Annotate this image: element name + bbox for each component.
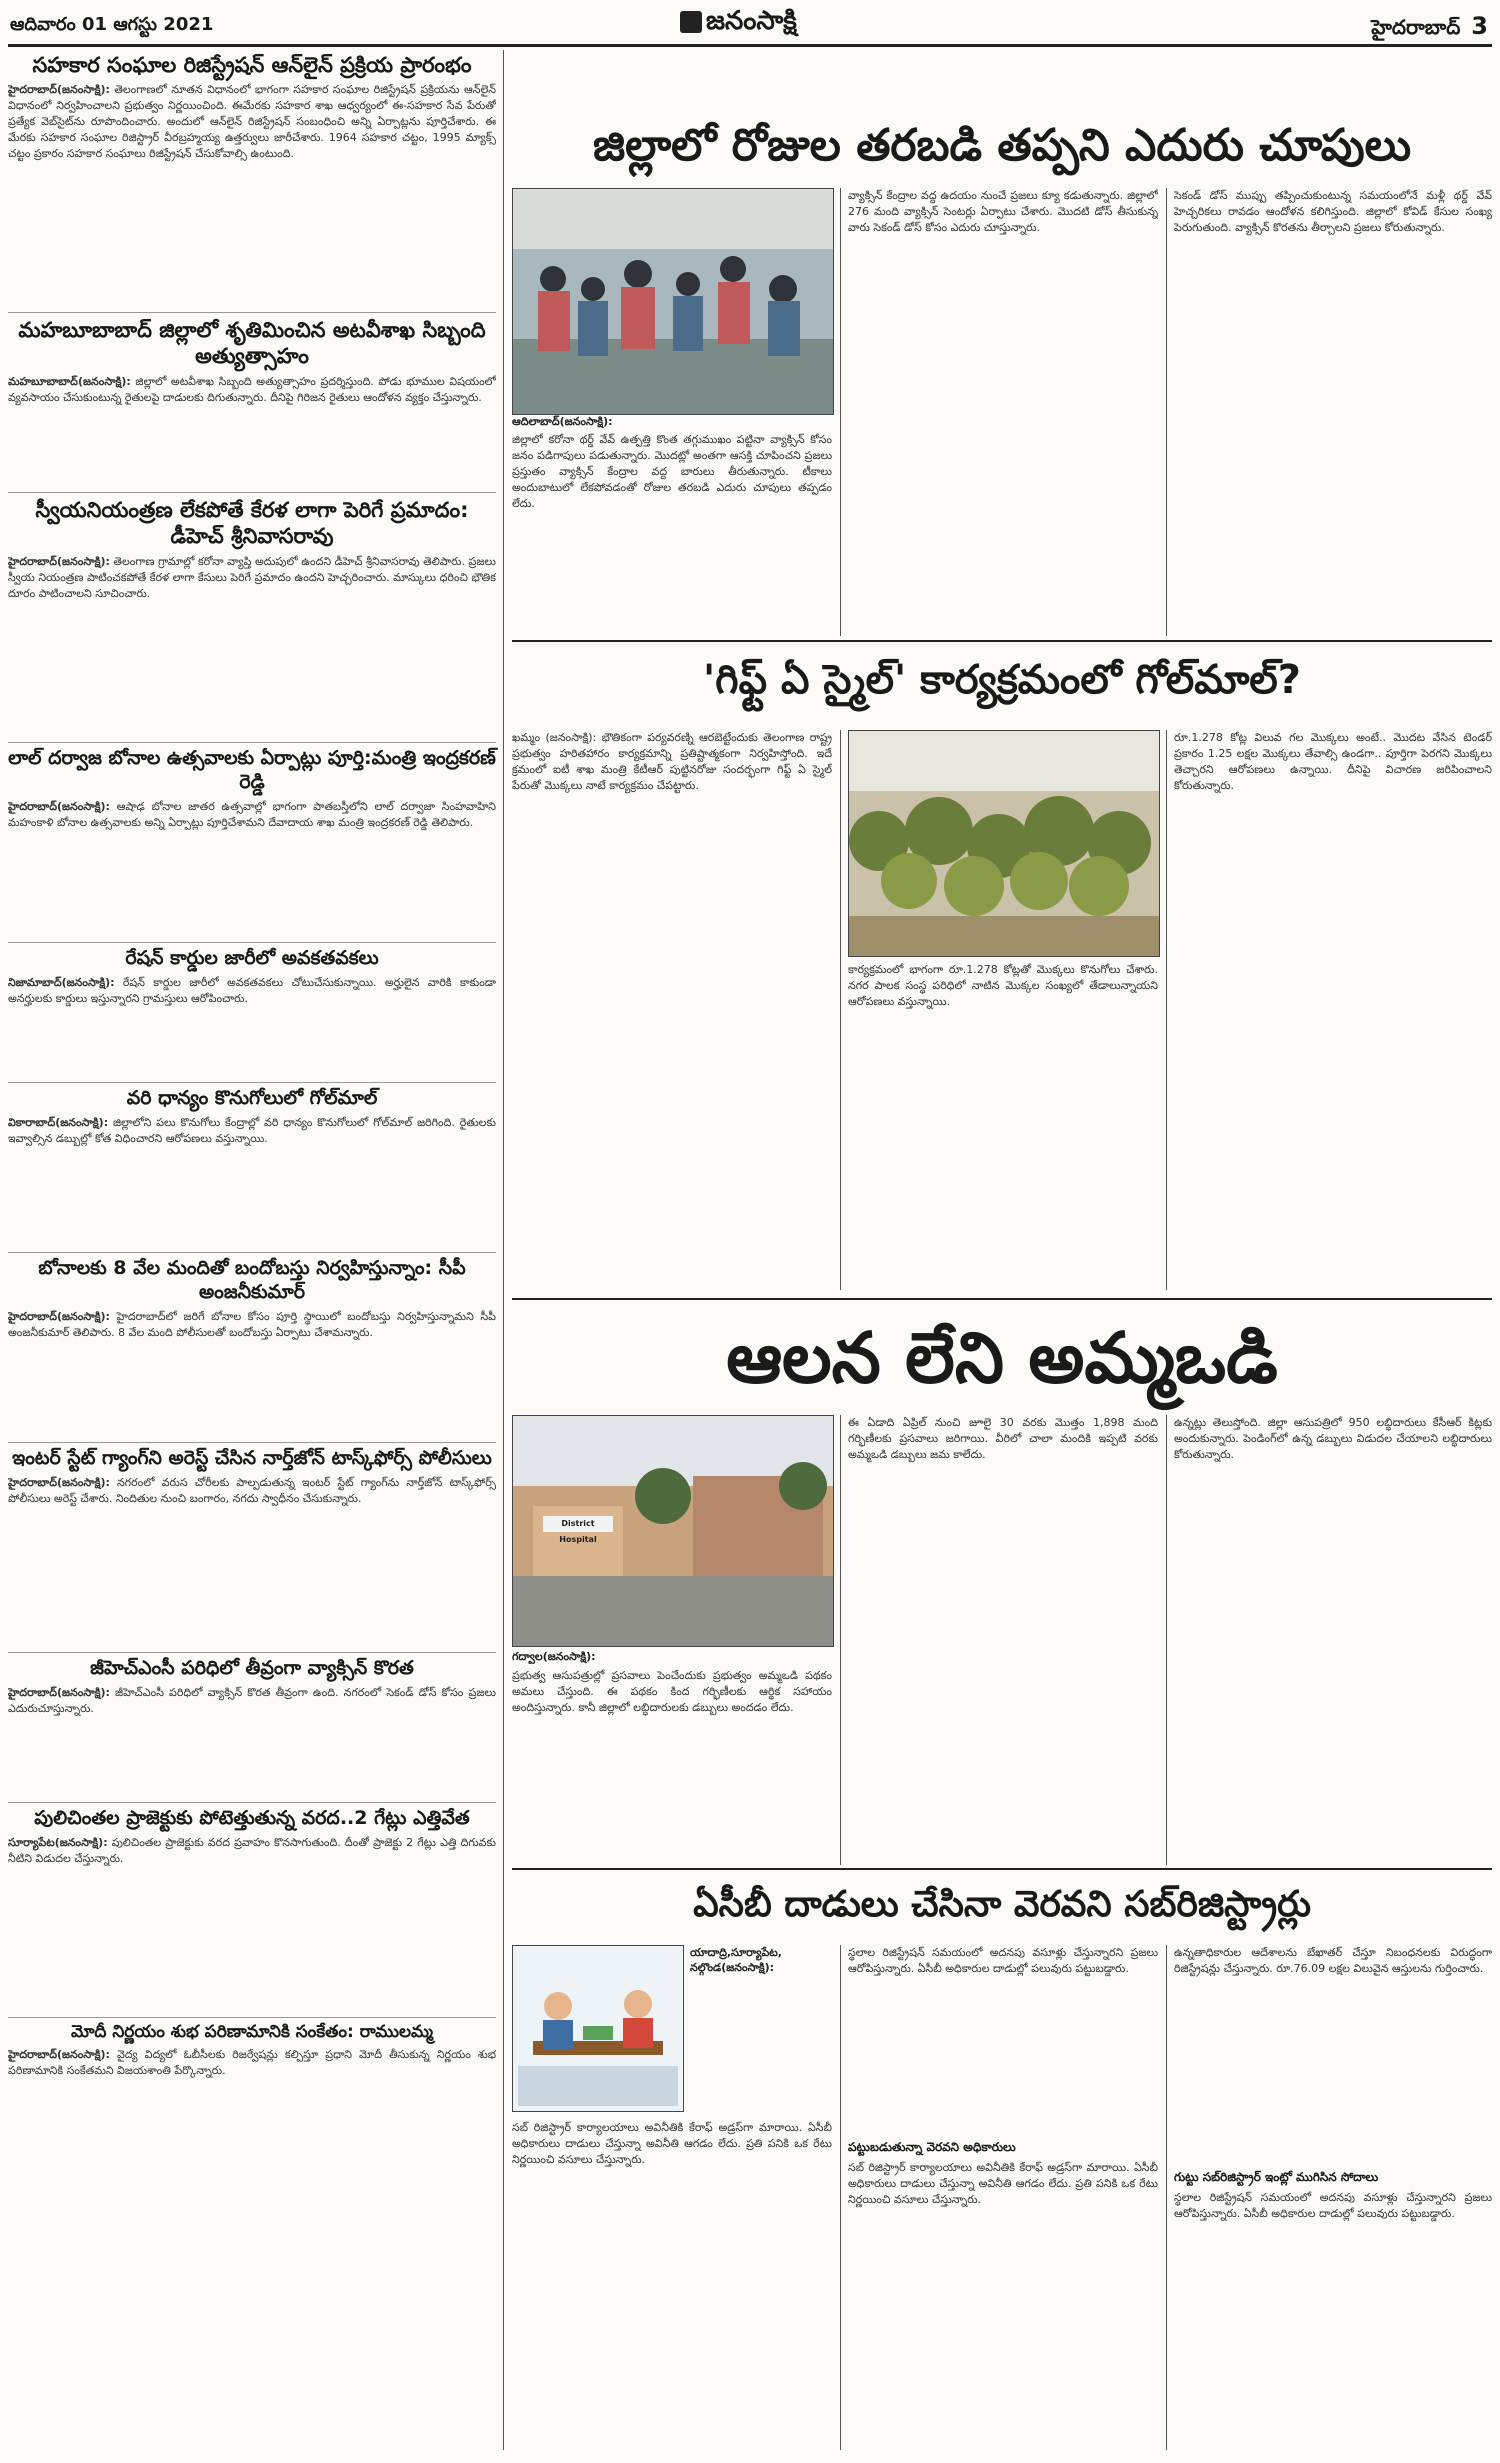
story-text: వైద్య విద్యలో ఓబీసీలకు రిజర్వేషన్లు కల్పిస్తూ ప్రధాని మోదీ తీసుకున్న నిర్ణయం శుభ పరిణామానికి సంకేతమని విజయశాంతి పేర్కొన్నారు. bbox=[8, 2048, 496, 2078]
story-text: ఆషాఢ బోనాల జాతర ఉత్సవాల్లో భాగంగా పాతబస్తీలోని లాల్ దర్వాజా సింహవాహిని మహంకాళి బోనాల ఉత్సవాలకు అన్ని ఏర్పాట్లు పూర్తిచేశామని దేవాదాయ శాఖ మంత్రి ఇంద్రకరణ్ రెడ్డి తెలిపారు. bbox=[8, 799, 496, 829]
story2-headline: 'గిఫ్ట్ ఏ స్మైల్' కార్యక్రమంలో గోల్‌మాల్? bbox=[703, 657, 1301, 703]
story-text: నగరంలో వరుస చోరీలకు పాల్పడుతున్న ఇంటర్ స్టేట్ గ్యాంగ్‌ను నార్త్‌జోన్ టాస్క్‌ఫోర్స్ పోలీసులు అరెస్ట్ చేశారు. నిందితుల నుంచి బంగారం, నగదు స్వాధీనం చేసుకున్నారు. bbox=[8, 1475, 496, 1505]
page-number: 3 bbox=[1471, 12, 1488, 40]
left-story-4 bbox=[8, 742, 496, 924]
left-story-7 bbox=[8, 1252, 496, 1421]
story4-col3b: స్థలాల రిజిస్ట్రేషన్ సమయంలో అదనపు వసూళ్లు చేస్తున్నారని ప్రజలు ఆరోపిస్తున్నారు. ఏసీబీ అధికారుల దాడుల్లో పలువురు పట్టుబడ్డారు. bbox=[1174, 2191, 1492, 2220]
left-story-3 bbox=[8, 492, 496, 714]
dateline: మహబూబాబాద్(జనంసాక్షి): bbox=[8, 374, 131, 388]
left-headline-11: మోదీ నిర్ణయం శుభ పరిణామానికి సంకేతం: రాములమ్మ bbox=[70, 2022, 434, 2042]
left-column bbox=[8, 52, 496, 2452]
left-headline-1: సహకార సంఘాల రిజిస్ట్రేషన్ ఆన్‌లైన్ ప్రక్రియ ప్రారంభం bbox=[32, 53, 472, 77]
logo-icon bbox=[680, 11, 702, 33]
header-city bbox=[1371, 12, 1488, 44]
story1-headline: జిల్లాలో రోజుల తరబడి తప్పని ఎదురు చూపులు bbox=[592, 120, 1412, 171]
left-headline-8: ఇంటర్ స్టేట్ గ్యాంగ్‌ని అరెస్ట్ చేసిన నార్త్‌జోన్ టాస్క్‌ఫోర్స్ పోలీసులు bbox=[12, 1447, 492, 1469]
story-text: జిల్లాలో అటవీశాఖ సిబ్బంది అత్యుత్సాహం ప్రదర్శిస్తుంది. పోడు భూముల విషయంలో వ్యవసాయం చేసుకుంటున్న రైతులపై దాడులకు దిగుతున్నారు. దీనిపై గిరిజన రైతులు ఆందోళన వ్యక్తం చేస్తున్నారు. bbox=[8, 374, 496, 404]
story3-col1: ప్రభుత్వ ఆసుపత్రుల్లో ప్రసవాలు పెంచేందుకు ప్రభుత్వం అమ్మఒడి పథకం అమలు చేస్తుంది. ఈ పథకం కింద గర్భిణీలకు ఆర్థిక సహాయం అందిస్తున్నారు. కానీ జిల్లాలో లబ్ధిదారులకు డబ్బులు అందడం లేదు. bbox=[512, 1669, 832, 1714]
story4-subhead-2: గుట్టు సబ్‌రిజిస్ట్రార్ ఇంట్లో ముగిసిన సోదాలు bbox=[1174, 2170, 1379, 2184]
dateline: హైదరాబాద్(జనంసాక్షి): bbox=[8, 554, 110, 568]
city-label: హైదరాబాద్ bbox=[1371, 15, 1461, 39]
story3-divider-1 bbox=[840, 1415, 841, 1865]
left-headline-9: జీహెచ్ఎంసీ పరిధిలో తీవ్రంగా వ్యాక్సిన్ కొరత bbox=[90, 1657, 414, 1679]
story4-col2b: సబ్ రిజిస్ట్రార్ కార్యాలయాలు అవినీతికి కేరాఫ్ అడ్రస్‌గా మారాయి. ఏసీబీ అధికారులు దాడులు చేస్తున్నా అవినీతి ఆగడం లేదు. ప్రతి పనికి ఒక రేటు నిర్ణయించి వసూలు చేస్తున్నారు. bbox=[848, 2161, 1158, 2206]
dateline: హైదరాబాద్(జనంసాక్షి): bbox=[8, 83, 110, 97]
left-headline-2: మహబూబాబాద్ జిల్లాలో శృతిమించిన అటవీశాఖ సిబ్బంది అత్యుత్సాహం bbox=[18, 318, 486, 369]
story1-col1: జిల్లాలో కరోనా థర్డ్‌ వేవ్‌ ఉత్పత్తి కొంత తగ్గుముఖం పట్టినా వ్యాక్సిన్ కోసం జనం పడిగాపులు పడుతున్నారు. మొదట్లో అంతగా ఆసక్తి చూపించని ప్రజలు ప్రస్తుతం వ్యాక్సిన్ కేంద్రాల వద్ద బారులు తీరుతున్నారు. టీకాలు అందుబాటులో లేకపోవడంతో రోజుల తరబడి ఎదురు చూపులు తప్పడం లేదు. bbox=[512, 433, 832, 510]
story2-col1: ఖమ్మం (జనంసాక్షి): భౌతికంగా పర్యవరణ్ని ఆరబెట్టేందుకు తెలంగాణ రాష్ట్ర ప్రభుత్వం హరితహారం కార్యక్రమాన్ని ప్రతిష్టాత్మకంగా నిర్వహిస్తోంది. ఇదే క్రమంలో ఐటీ శాఖ మంత్రి కేటీఆర్ పుట్టినరోజు సందర్భంగా గిఫ్ట్ ఏ స్మైల్ పేరుతో మొక్కలు నాటే కార్యక్రమం చేపట్టారు. bbox=[512, 731, 832, 792]
story4-col1: సబ్ రిజిస్ట్రార్ కార్యాలయాలు అవినీతికి కేరాఫ్ అడ్రస్‌గా మారాయి. ఏసీబీ అధికారులు దాడులు చేస్తున్నా అవినీతి ఆగడం లేదు. ప్రతి పనికి ఒక రేటు నిర్ణయించి వసూలు చేస్తున్నారు. bbox=[512, 2121, 832, 2166]
newspaper-logo bbox=[680, 6, 797, 42]
header-rule bbox=[8, 44, 1492, 47]
story4-headline: ఏసీబీ దాడులు చేసినా వెరవని సబ్‌రిజిస్ట్రార్లు bbox=[693, 1884, 1311, 1925]
story3-bottom-rule bbox=[512, 1868, 1492, 1870]
left-story-11 bbox=[8, 2017, 496, 2377]
dateline: వికారాబాద్(జనంసాక్షి): bbox=[8, 1115, 109, 1129]
left-headline-4: లాల్ దర్వాజ బోనాల ఉత్సవాలకు ఏర్పాట్లు పూర్తి:మంత్రి ఇంద్రకరణ్ రెడ్డి bbox=[8, 747, 496, 793]
story2-photo bbox=[848, 730, 1160, 957]
story4-subhead: పట్టుబడుతున్నా వెరవని అధికారులు bbox=[848, 2140, 1016, 2154]
story1-divider-2 bbox=[1166, 188, 1167, 636]
story-text: హైదరాబాద్‌లో జరిగే బోనాల కోసం పూర్తి స్థాయిలో బందోబస్తు నిర్వహిస్తున్నామని సీపీ అంజనీకుమార్ తెలిపారు. 8 వేల మంది పోలీసులతో బందోబస్తు ఏర్పాటు చేశామన్నారు. bbox=[8, 1309, 496, 1339]
left-column-divider bbox=[503, 50, 504, 2450]
left-story-2 bbox=[8, 312, 496, 484]
story4-divider-1 bbox=[840, 1945, 841, 2450]
story-text: తెలంగాణ గ్రామాల్లో కరోనా వ్యాప్తి అదుపులో ఉందని డీహెచ్ శ్రీనివాసరావు తెలిపారు. ప్రజలు స్వీయ నియంత్రణ పాటించకపోతే కేరళ లాగా కేసులు పెరిగే ప్రమాదం ఉందని హెచ్చరించారు. మాస్కులు ధరించి భౌతిక దూరం పాటించాలని సూచించారు. bbox=[8, 554, 496, 600]
story-text: పులిచింతల ప్రాజెక్టుకు వరద ప్రవాహం కొనసాగుతుంది. దీంతో ప్రాజెక్టు 2 గేట్లు ఎత్తి దిగువకు నీటిని విడుదల చేస్తున్నారు. bbox=[8, 1835, 496, 1865]
left-story-10 bbox=[8, 1802, 496, 1975]
story1-divider-1 bbox=[840, 188, 841, 636]
dateline: సూర్యాపేట(జనంసాక్షి): bbox=[8, 1835, 108, 1849]
story-text: రేషన్ కార్డుల జారీలో అవకతవకలు చోటుచేసుకున్నాయి. అర్హులైన వారికి కాకుండా అనర్హులకు కార్డులు ఇస్తున్నారని గ్రామస్తులు ఆరోపించారు. bbox=[8, 975, 496, 1005]
story3-photo bbox=[512, 1415, 834, 1647]
story2-divider-2 bbox=[1166, 730, 1167, 1290]
left-story-6 bbox=[8, 1082, 496, 1240]
story4-illustration bbox=[512, 1945, 684, 2112]
dateline: హైదరాబాద్(జనంసాక్షి): bbox=[8, 1309, 110, 1323]
dateline: హైదరాబాద్(జనంసాక్షి): bbox=[8, 1475, 110, 1489]
story2-col2: కార్యక్రమంలో భాగంగా రూ.1.278 కోట్లతో మొక్కలు కొనుగోలు చేశారు. నగర పాలక సంస్థ పరిధిలో నాటిన మొక్కల సంఖ్యలో తేడాలున్నాయని ఆరోపణలు వస్తున్నాయి. bbox=[848, 963, 1158, 1008]
left-story-9 bbox=[8, 1652, 496, 1795]
story4-col3: ఉన్నతాధికారుల ఆదేశాలను బేఖాతర్ చేస్తూ నిబంధనలకు విరుద్ధంగా రిజిస్ట్రేషన్లు చేస్తున్నారు. రూ.76.09 లక్షల విలువైన ఆస్తులను గుర్తించారు. bbox=[1174, 1946, 1492, 1975]
story1-photo bbox=[512, 188, 834, 415]
dateline: హైదరాబాద్(జనంసాక్షి): bbox=[8, 799, 110, 813]
story-text: జిల్లాలోని పలు కొనుగోలు కేంద్రాల్లో వరి ధాన్యం కొనుగోలులో గోల్‌మాల్ జరిగింది. రైతులకు ఇవ్వాల్సిన డబ్బుల్లో కోత విధించారని ఆరోపణలు వస్తున్నాయి. bbox=[8, 1115, 496, 1145]
left-headline-7: బోనాలకు 8 వేల మందితో బందోబస్తు నిర్వహిస్తున్నాం: సీపీ అంజనీకుమార్ bbox=[38, 1257, 466, 1303]
dateline: హైదరాబాద్(జనంసాక్షి): bbox=[8, 2048, 110, 2062]
left-headline-10: పులిచింతల ప్రాజెక్టుకు పోటెత్తుతున్న వరద..2 గేట్లు ఎత్తివేత bbox=[34, 1807, 470, 1829]
story3-caption: గద్వాల(జనంసాక్షి): bbox=[512, 1650, 596, 1663]
story3-col2: ఈ ఏడాది ఏప్రిల్ నుంచి జూలై 30 వరకు మొత్తం 1,898 మంది గర్భిణీలకు ప్రసవాలు జరిగాయి. వీరిలో చాలా మందికి ఇప్పటి వరకు అమ్మఒడి డబ్బులు జమ కాలేదు. bbox=[848, 1416, 1158, 1461]
story2-bottom-rule bbox=[512, 1298, 1492, 1300]
story4-divider-2 bbox=[1166, 1945, 1167, 2450]
hospital-sign: District Hospital bbox=[559, 1519, 597, 1544]
story2-divider-1 bbox=[840, 730, 841, 1290]
story-text: జీహెచ్ఎంసీ పరిధిలో వ్యాక్సిన్ కొరత తీవ్రంగా ఉంది. నగరంలో సెకండ్ డోస్ కోసం ప్రజలు ఎదురుచూస్తున్నారు. bbox=[8, 1685, 496, 1715]
left-story-5 bbox=[8, 942, 496, 1071]
dateline: హైదరాబాద్(జనంసాక్షి): bbox=[8, 1685, 110, 1699]
header-date: ఆదివారం 01 ఆగస్టు 2021 bbox=[10, 14, 214, 35]
left-headline-6: వరి ధాన్యం కొనుగోలులో గోల్‌మాల్ bbox=[126, 1087, 378, 1109]
left-story-8 bbox=[8, 1442, 496, 1603]
story1-bottom-rule bbox=[512, 640, 1492, 642]
left-headline-3: స్వీయనియంత్రణ లేకపోతే కేరళ లాగా పెరిగే ప్రమాదం: డీహెచ్ శ్రీనివాసరావు bbox=[35, 498, 469, 549]
dateline: నిజామాబాద్(జనంసాక్షి): bbox=[8, 975, 115, 989]
story3-headline: ఆలన లేని అమ్మఒడి bbox=[726, 1317, 1278, 1399]
left-story-1 bbox=[8, 52, 496, 264]
story3-divider-2 bbox=[1166, 1415, 1167, 1865]
story4-col2: స్థలాల రిజిస్ట్రేషన్ సమయంలో అదనపు వసూళ్లు చేస్తున్నారని ప్రజలు ఆరోపిస్తున్నారు. ఏసీబీ అధికారుల దాడుల్లో పలువురు పట్టుబడ్డారు. bbox=[848, 1946, 1158, 1975]
left-headline-5: రేషన్ కార్డుల జారీలో అవకతవకలు bbox=[125, 947, 379, 969]
story-text: తెలంగాణలో నూతన విధానంలో భాగంగా సహకార సంఘాల రిజిస్ట్రేషన్ ప్రక్రియను ఆన్‌లైన్ విధానంలో నిర్వహించాలని ప్రభుత్వం నిర్ణయించింది. ఈమేరకు సహకార శాఖ ఆధ్వర్యంలో ఈ-సహకార సేవ పేరుతో ప్రత్యేక వెబ్‌సైట్‌ను రూపొందించారు. అందులో ఆన్‌లైన్ రిజిస్ట్రేషన్ సంబంధించి అన్ని ఏర్పాట్లను పూర్తిచేశారు. ఈ మేరకు సహకార సంఘాల రిజిస్ట్రార్ వీరబ్రహ్మయ్య ఉత్తర్వులు జారీచేశారు. 1964 సహకార చట్టం, 1995 మ్యాక్స్ చట్టం ప్రకారం సహకార సంఘాలు రిజిస్ట్రేషన్ చేసుకోవాల్సి ఉంటుంది. bbox=[8, 83, 496, 161]
story1-col3: సెకండ్ డోస్ ముప్పు తప్పించుకుంటున్న సమయంలోనే మళ్లీ థర్డ్ వేవ్ హెచ్చరికలు రావడం ఆందోళన కలిగిస్తుంది. జిల్లాలో కోవిడ్ కేసుల సంఖ్య పెరుగుతుంది. వ్యాక్సిన్ కొరతను తీర్చాలని ప్రజలు కోరుతున్నారు. bbox=[1174, 189, 1492, 234]
logo-text: జనంసాక్షి bbox=[706, 6, 797, 36]
story1-col2: వ్యాక్సిన్ కేంద్రాల వద్ద ఉదయం నుంచే ప్రజలు క్యూ కడుతున్నారు. జిల్లాలో 276 మంది వ్యాక్సిన్ సెంటర్లు ఏర్పాటు చేశారు. మొదటి డోస్ తీసుకున్న వారు సెకండ్ డోస్ కోసం ఎదురు చూస్తున్నారు. bbox=[848, 189, 1158, 234]
story4-dateline: యాదాద్రి,సూర్యాపేట, నల్గొండ(జనంసాక్షి): bbox=[690, 1946, 782, 1974]
story3-col3: ఉన్నట్లు తెలుస్తోంది. జిల్లా ఆసుపత్రిలో 950 లబ్ధిదారులు కేసీఆర్ కిట్లకు అందుకున్నారు. పెండింగ్‌లో ఉన్న డబ్బులు విడుదల చేయాలని లబ్ధిదారులు కోరుతున్నారు. bbox=[1174, 1416, 1492, 1461]
story2-col3: రూ.1.278 కోట్ల విలువ గల మొక్కలు అంటే.. మొదట వేసిన టెండర్ ప్రకారం 1.25 లక్షల మొక్కలు తేవాల్సి ఉండగా.. పూర్తిగా పెరగని మొక్కలు తెచ్చారని ఆరోపణలు ఉన్నాయి. దీనిపై విచారణ జరిపించాలని కోరుతున్నారు. bbox=[1174, 731, 1492, 792]
story1-caption: ఆదిలాబాద్(జనంసాక్షి): bbox=[512, 415, 613, 428]
